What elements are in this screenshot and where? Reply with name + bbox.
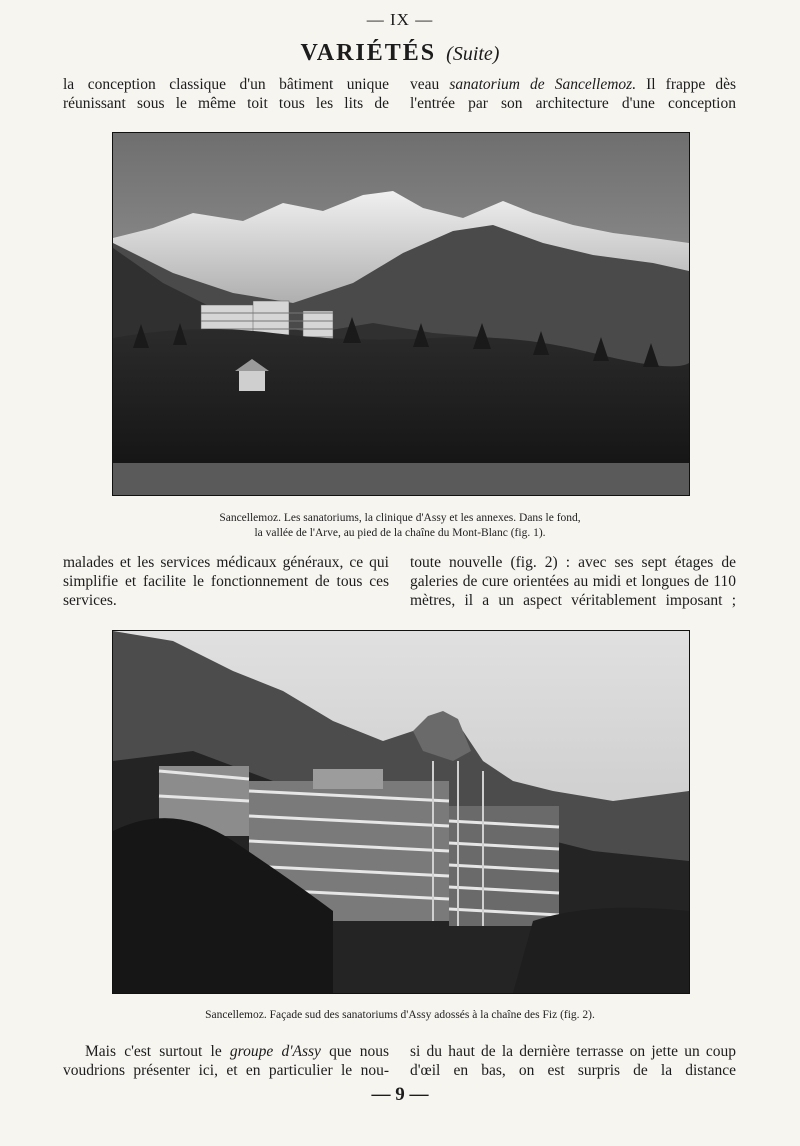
caption-line: Sancellemoz. Les sanatoriums, la clinique d'Assy et les annexes. Dans le fond, — [219, 512, 581, 524]
emphasis-text: sanatorium de Sancellemoz. — [449, 76, 637, 93]
figure-caption-2: Sancellemoz. Façade sud des sanatoriums d'Assy adossés à la chaîne des Fiz (fig. 2). — [205, 1009, 595, 1021]
section-title: VARIÉTÉS — [300, 40, 437, 66]
page-number: — 9 — — [371, 1084, 429, 1105]
paragraph-text — [63, 1042, 389, 1080]
paragraph-text: si du haut de la dernière terrasse on jette un coup d'œil en bas, on est surpris de la distance — [410, 1043, 736, 1079]
text-run: Mais c'est surtout le — [85, 1043, 230, 1060]
text-run: veau — [410, 76, 450, 93]
paragraph-mid-left — [63, 553, 389, 610]
photo-sanatoriums-mont-blanc — [112, 132, 690, 496]
photo-illustration — [113, 133, 689, 495]
paragraph-text — [410, 75, 736, 113]
paragraph-bottom-left — [63, 1042, 389, 1080]
paragraph-text: malades et les services médicaux généraux, ce qui simplifie et facilite le fonctionnement de tous ces services. — [63, 554, 389, 609]
text-run: Il frappe dès l'entrée par son architecture d'une conception — [410, 76, 736, 112]
photo-sanatorium-facade — [112, 630, 690, 994]
section-heading — [0, 40, 800, 67]
emphasis-text: groupe d'Assy — [229, 1043, 321, 1060]
caption-line: la vallée de l'Arve, au pied de la chaîne du Mont-Blanc (fig. 1). — [254, 527, 546, 539]
folio: — IX — — [366, 10, 434, 29]
section-subtitle: (Suite) — [446, 43, 500, 65]
text-run: que nous voudrions présenter ici, et en particulier le nou- — [63, 1043, 389, 1079]
paragraph-text: la conception classique d'un bâtiment unique réunissant sous le même toit tous les lits de — [63, 76, 389, 112]
paragraph-mid-right — [410, 553, 736, 610]
figure-caption-1 — [120, 511, 680, 541]
paragraph-top-right — [410, 75, 736, 113]
paragraph-text: toute nouvelle (fig. 2) : avec ses sept étages de galeries de cure orientées au midi et longues de 110 mètres, il a un aspect véritablement imposant ; — [410, 554, 736, 609]
photo-illustration — [113, 631, 689, 993]
paragraph-top-left — [63, 75, 389, 113]
paragraph-bottom-right — [410, 1042, 736, 1080]
